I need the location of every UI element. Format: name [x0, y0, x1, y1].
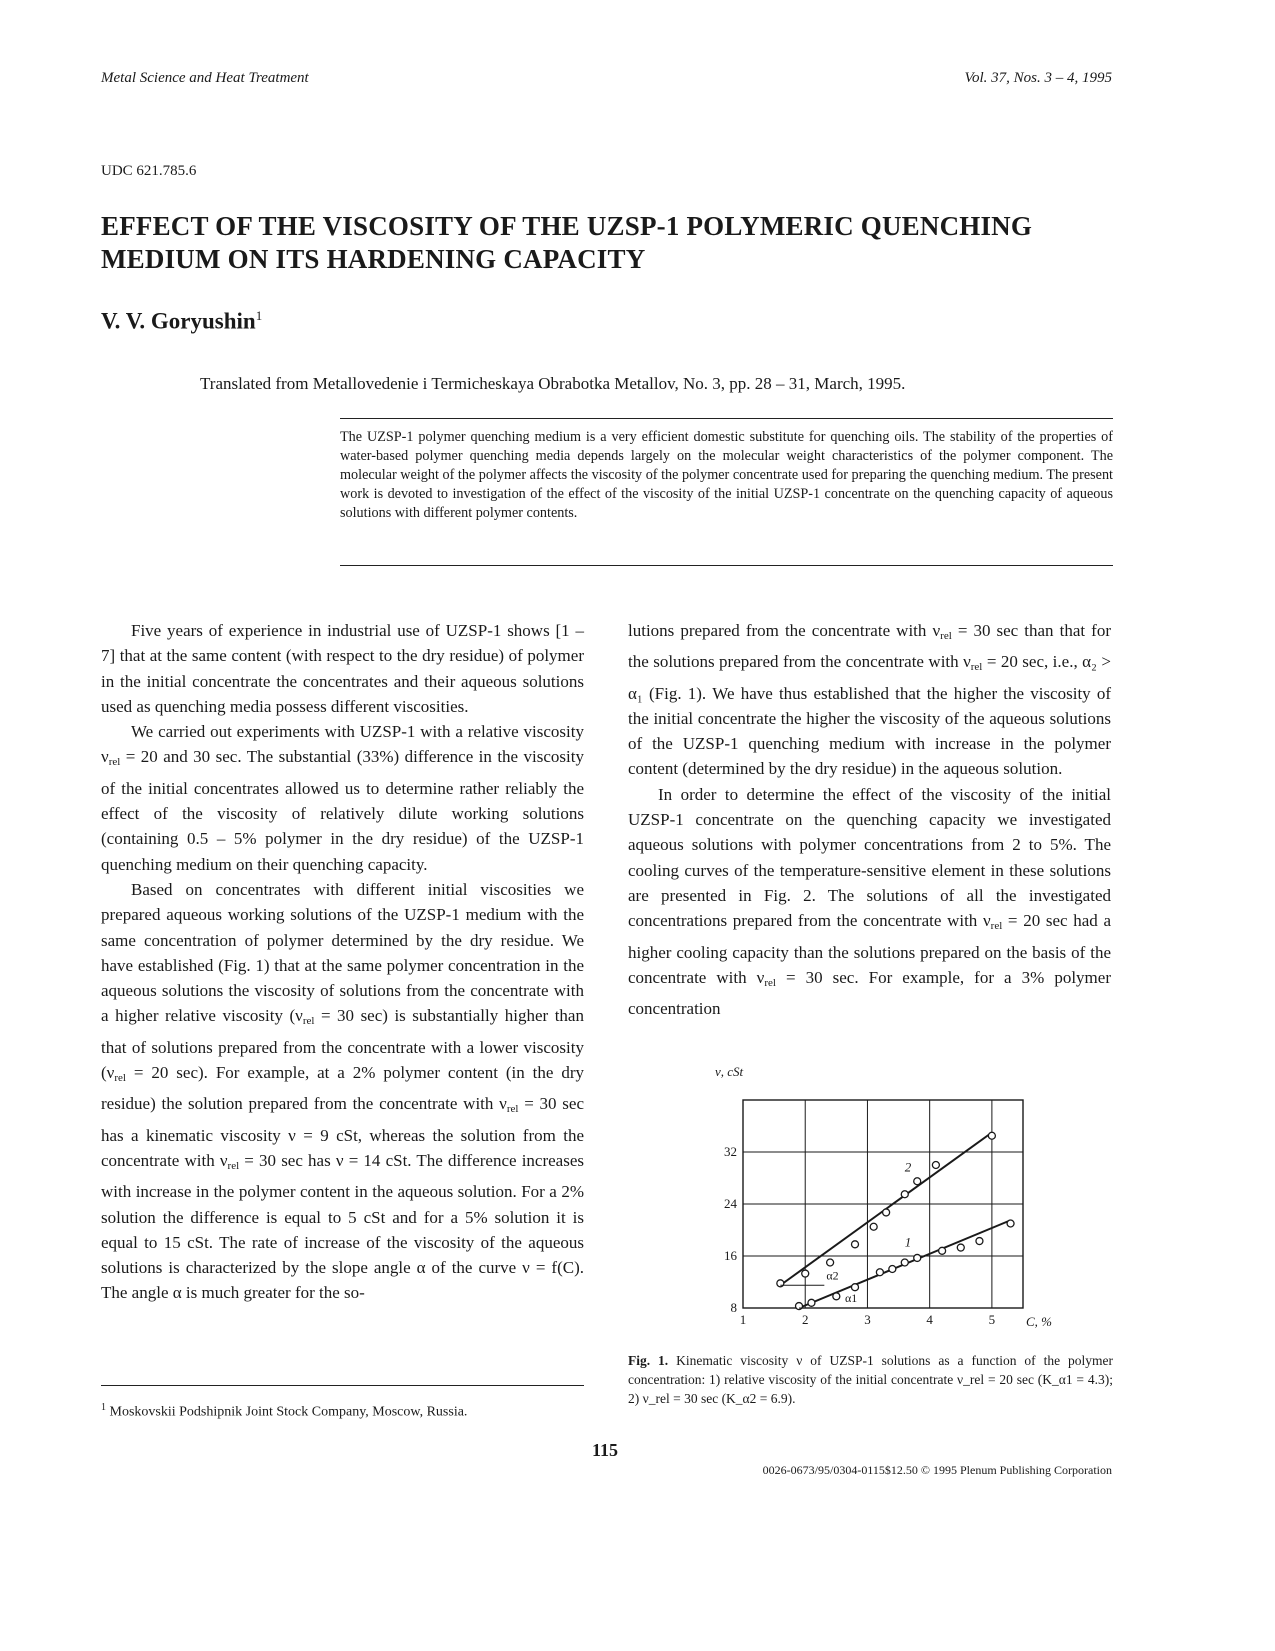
- paragraph: lutions prepared from the concentrate with $\nu_{rel} = 30$ sec than that for the solutions prepared from the concentrate with $\nu_{rel} = 20$ sec, i.e., α₂ > α₁ (Fig. 1). We have thus established that the higher the viscosity of the initial concentrate the higher the viscosity of the aqueous solutions of the UZSP-1 quenching medium with increase in the polymer content (determined by the dry residue) in the aqueous solution.: [628, 621, 1111, 779]
- data-point-2: [802, 1270, 809, 1277]
- data-point-1: [901, 1259, 908, 1266]
- figure-caption: [628, 1351, 1113, 1408]
- footnote: [101, 1402, 467, 1421]
- paragraph: Based on concentrates with different initial viscosities we prepared aqueous working solutions of the UZSP-1 medium with the same concentration of polymer determined by the dry residue. We have established (Fig. 1) that at the same polymer concentration in the aqueous solutions the viscosity of solutions from the concentrate with a higher relative viscosity ($\nu_{rel} = 30$ sec) is substantially higher than that of solutions prepared from the concentrate with a lower viscosity ($\nu_{rel} = 20$ sec). For example, at a 2% polymer content (in the dry residue) the solution prepared from the concentrate with $\nu_{rel} = 30$ sec has a kinematic viscosity ν = 9 cSt, whereas the solution from the concentrate with $\nu_{rel} = 30$ sec has ν = 14 cSt. The difference increases with increase in the polymer content in the aqueous solution. For a 2% solution the difference is equal to 5 cSt and for a 5% solution it is equal to 15 cSt. The rate of increase of the viscosity of the aqueous solutions is characterized by the slope angle α of the curve ν = f(C). The angle α is much greater for the so-: [101, 879, 585, 1303]
- author-footnote-mark: 1: [255, 308, 263, 323]
- paragraph: In order to determine the effect of the viscosity of the initial UZSP-1 concentrate on the quenching capacity we investigated aqueous solutions with polymer concentrations from 2 to 5%. The cooling curves of the temperature-sensitive element in these solutions are presented in Fig. 2. The solutions of all the investigated concentrations prepared from the concentrate with $\nu_{rel} = 20$ sec had a higher cooling capacity than the solutions prepared on the basis of the concentrate with $\nu_{rel} = 30$ sec. For example, for a 3% polymer concentration: [628, 784, 1111, 1019]
- y-tick-label: 16: [724, 1248, 737, 1263]
- data-point-2: [988, 1132, 995, 1139]
- data-point-2: [914, 1178, 921, 1185]
- footnote-rule: [101, 1385, 584, 1386]
- x-axis-label: C, %: [1026, 1314, 1052, 1329]
- x-tick-label: 2: [801, 1312, 809, 1327]
- data-point-1: [939, 1247, 946, 1254]
- caption-label: Fig. 1.: [628, 1353, 669, 1368]
- translation-note: Translated from Metallovedenie i Termicheskaya Obrabotka Metallov, No. 3, pp. 28 – 31, March, 1995.: [200, 374, 906, 393]
- author-name: V. V. Goryushin: [101, 308, 256, 334]
- data-point-1: [914, 1254, 921, 1261]
- data-point-2: [852, 1241, 859, 1248]
- data-point-1: [1007, 1220, 1014, 1227]
- abstract: The UZSP-1 polymer quenching medium is a very efficient domestic substitute for quenching oils. The stability of the properties of water-based polymer quenching media depends largely on the molecular weight characteristics of the polymer component. The molecular weight of the polymer affects the viscosity of the polymer concentrate used for preparing the quenching medium. The present work is devoted to investigation of the effect of the viscosity of the initial UZSP-1 concentrate on the quenching capacity of aqueous solutions with different polymer contents.: [340, 429, 1113, 521]
- data-point-1: [852, 1284, 859, 1291]
- data-point-1: [957, 1244, 964, 1251]
- data-point-2: [827, 1259, 834, 1266]
- y-axis-label: ν, cSt: [715, 1064, 744, 1079]
- paragraph: We carried out experiments with UZSP-1 with a relative viscosity $\nu_{rel} = 20$ and 30 sec. The substantial (33%) difference in the viscosity of the initial concentrates allowed us to determine rather reliably the effect of the viscosity of relatively dilute working solutions (containing 0.5 – 5% polymer in the dry residue) of the UZSP-1 quenching medium on their quenching capacity.: [101, 722, 584, 874]
- angle-label-1: α1: [845, 1291, 858, 1305]
- figure-1-chart: [700, 1060, 1052, 1340]
- data-point-2: [870, 1223, 877, 1230]
- data-point-2: [932, 1162, 939, 1169]
- abstract-top-rule: [340, 418, 1113, 419]
- curve-label-2: 2: [904, 1159, 912, 1175]
- curve-label-1: 1: [904, 1234, 912, 1250]
- x-tick-label: 4: [926, 1312, 933, 1327]
- y-tick-label: 24: [724, 1196, 737, 1211]
- paragraph: Five years of experience in industrial use of UZSP-1 shows [1 – 7] that at the same content (with respect to the dry residue) of polymer in the initial concentrate the concentrates and their aqueous solutions used as quenching media possess different viscosities.: [101, 621, 584, 716]
- data-point-1: [833, 1293, 840, 1300]
- data-point-1: [976, 1238, 983, 1245]
- angle-label-2: α2: [826, 1268, 839, 1283]
- y-tick-label: 32: [724, 1144, 737, 1159]
- data-point-2: [883, 1209, 890, 1216]
- body-column-left: [101, 618, 584, 1306]
- x-tick-label: 3: [864, 1312, 871, 1327]
- udc-code: UDC 621.785.6: [101, 163, 197, 179]
- abstract-bottom-rule: [340, 565, 1113, 566]
- data-point-2: [901, 1191, 908, 1198]
- footnote-mark: 1: [101, 1402, 106, 1413]
- copyright-line: 0026-0673/95/0304-0115$12.50 © 1995 Plenum Publishing Corporation: [762, 1463, 1112, 1477]
- data-point-1: [808, 1299, 815, 1306]
- data-point-1: [876, 1269, 883, 1276]
- author: [101, 308, 262, 335]
- body-column-right: [628, 618, 1111, 1021]
- paper-title: EFFECT OF THE VISCOSITY OF THE UZSP-1 POLYMERIC QUENCHING MEDIUM ON ITS HARDENING CAPACITY: [101, 211, 1033, 274]
- x-tick-label: 5: [988, 1312, 996, 1327]
- data-point-1: [889, 1266, 896, 1273]
- y-tick-label: 8: [730, 1300, 737, 1315]
- x-tick-label: 1: [739, 1312, 747, 1327]
- caption-text: Kinematic viscosity ν of UZSP-1 solutions as a function of the polymer concentration: 1) relative viscosity of the initial concentrate ν_rel = 20 sec (K_α1 = 4.3); 2) ν_rel = 30 sec (K_α2 = 6.9).: [628, 1353, 1113, 1406]
- running-header-volume: Vol. 37, Nos. 3 – 4, 1995: [964, 70, 1112, 86]
- footnote-text: Moskovskii Podshipnik Joint Stock Company, Moscow, Russia.: [109, 1404, 468, 1420]
- running-header-journal: Metal Science and Heat Treatment: [101, 70, 309, 86]
- page-number: 115: [592, 1440, 619, 1460]
